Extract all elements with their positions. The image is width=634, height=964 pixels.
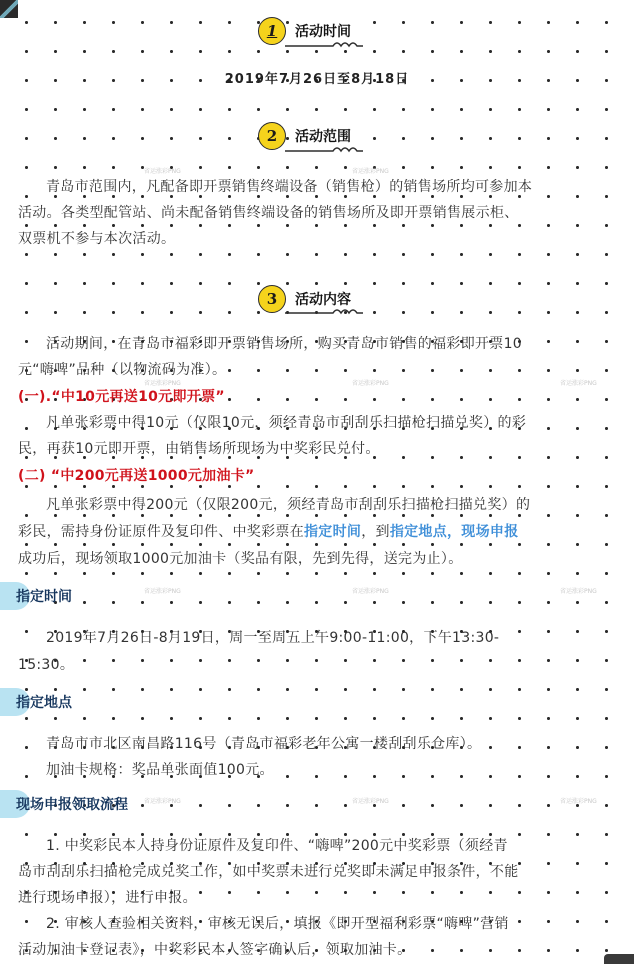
watermark: 省运涨彩PNG <box>144 168 181 175</box>
part1-heading: (一).“中10元再送10元即开票” <box>18 389 225 405</box>
claim-process-label: 现场申报领取流程 <box>16 797 128 813</box>
number-badge: 2 <box>258 122 286 150</box>
watermark: 省运涨彩PNG <box>144 380 181 387</box>
designated-time-line: 2019年7月26日-8月19日，周一至周五上午9:00-11:00，下午13:30- <box>46 630 500 646</box>
wave-underline-icon <box>285 307 363 315</box>
claim-process-line: 进行现场申报），进行申报。 <box>18 890 197 906</box>
watermark: 省运涨彩PNG <box>352 168 389 175</box>
claim-process-line: 2. 审核人查验相关资料，审核无误后，填报《即开型福利彩票“嗨啤”营销 <box>46 916 509 932</box>
watermark: 省运涨彩PNG <box>352 380 389 387</box>
designated-place-heading <box>0 688 72 716</box>
part2-heading: (二) “中200元再送1000元加油卡” <box>18 468 255 484</box>
activity-date-range: 2019年7月26日至8月18日 <box>224 72 410 87</box>
watermark: 省运涨彩PNG <box>560 798 597 805</box>
claim-process-line: 1. 中奖彩民本人持身份证原件及复印件、“嗨啤”200元中奖彩票（须经青 <box>46 838 508 854</box>
part2-text: 彩民，需持身份证原件及复印件、中奖彩票在 <box>18 524 304 540</box>
part2-line: 凡单张彩票中得200元（仅限200元，须经青岛市刮刮乐扫描枪扫描兑奖）的 <box>46 497 531 513</box>
watermark: 省运涨彩PNG <box>560 588 597 595</box>
number-badge: 3 <box>258 285 286 313</box>
designated-time-highlight: 指定时间 <box>304 524 362 540</box>
watermark: 省运涨彩PNG <box>352 588 389 595</box>
corner-decoration-bottom-right <box>604 954 634 964</box>
designated-time-label: 指定时间 <box>16 589 72 605</box>
part1-line: 民，再获10元即开票，由销售场所现场为中奖彩民兑付。 <box>18 441 380 457</box>
scope-line: 活动。各类型配管站、尚未配备销售终端设备的销售场所及即开票销售展示柜、 <box>18 205 519 221</box>
wave-underline-icon <box>285 40 363 48</box>
claim-process-line: 活动加油卡登记表》，中奖彩民本人签字确认后，领取加油卡。 <box>18 942 412 958</box>
claim-process-heading <box>0 790 128 818</box>
fuel-card-spec-line: 加油卡规格：奖品单张面值100元。 <box>46 762 274 778</box>
watermark: 省运涨彩PNG <box>144 798 181 805</box>
content-intro-line: 活动期间，在青岛市福彩即开票销售场所，购买青岛市销售的福彩即开票10 <box>46 336 523 352</box>
designated-place-highlight: 指定地点，现场申报 <box>389 524 519 540</box>
section-title: 活动范围 <box>293 126 353 146</box>
part2-line <box>18 521 620 541</box>
scope-line: 青岛市范围内，凡配备即开票销售终端设备（销售枪）的销售场所均可参加本 <box>46 179 533 195</box>
designated-time-heading <box>0 582 72 610</box>
designated-place-line: 青岛市市北区南昌路116号（青岛市福彩老年公寓一楼刮刮乐仓库）。 <box>46 736 482 752</box>
part2-text: ，到 <box>361 524 390 540</box>
designated-time-line: 15:30。 <box>18 657 75 673</box>
wave-underline-icon <box>285 145 363 153</box>
scope-line: 双票机不参与本次活动。 <box>18 231 176 247</box>
part1-line: 凡单张彩票中得10元（仅限10元，须经青岛市刮刮乐扫描枪扫描兑奖）的彩 <box>46 415 527 431</box>
watermark: 省运涨彩PNG <box>352 798 389 805</box>
watermark: 省运涨彩PNG <box>560 380 597 387</box>
part2-line: 成功后，现场领取1000元加油卡（奖品有限，先到先得，送完为止）。 <box>18 551 463 567</box>
designated-place-label: 指定地点 <box>16 695 72 711</box>
number-badge: 1 <box>258 17 286 45</box>
section-title: 活动时间 <box>293 21 353 41</box>
watermark: 省运涨彩PNG <box>144 588 181 595</box>
claim-process-line: 岛市刮刮乐扫描枪完成兑奖工作，如中奖票未进行兑奖即未满足申报条件，不能 <box>18 864 519 880</box>
content-intro-line: 元“嗨啤”品种（以物流码为准）。 <box>18 362 227 378</box>
section-title: 活动内容 <box>293 289 353 309</box>
